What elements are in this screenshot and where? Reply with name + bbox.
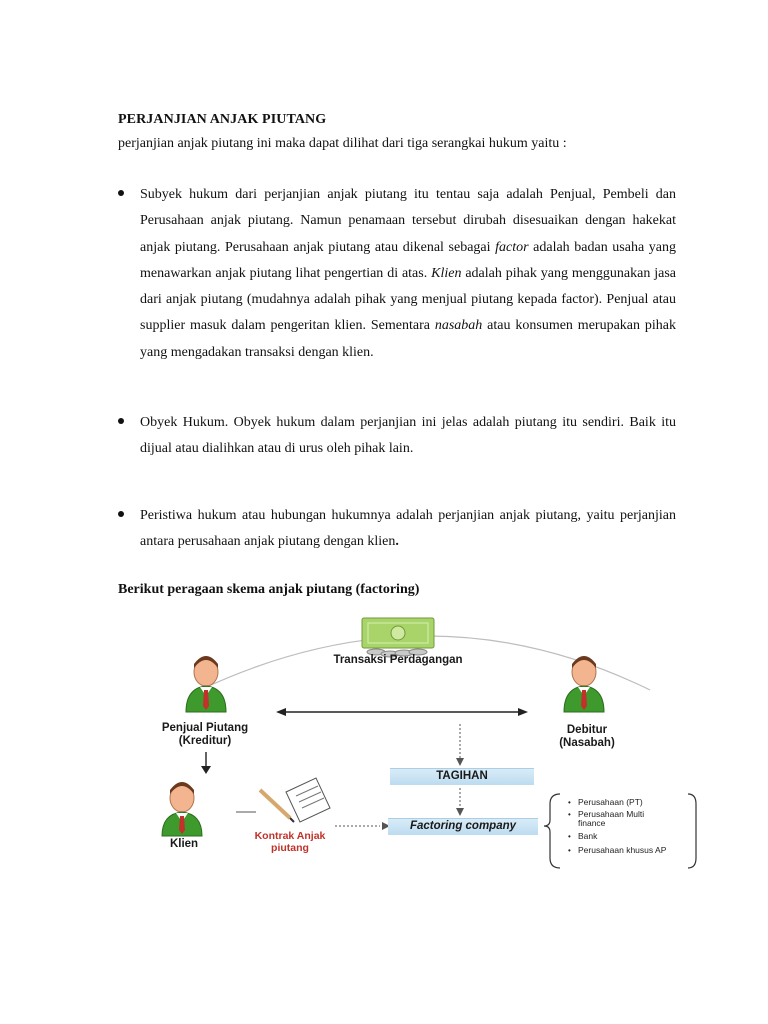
bullet-obyek-hukum [118, 410, 676, 463]
factoring-diagram [140, 612, 700, 882]
bullet-subyek-hukum [118, 182, 676, 366]
bullet-icon [118, 511, 124, 517]
list-item-pt: • Perusahaan (PT) [578, 798, 688, 807]
seller-person-icon [186, 656, 226, 712]
schema-heading: Berikut peragaan skema anjak piutang (factoring) [118, 582, 420, 597]
down-arrow-klien [201, 752, 211, 774]
tagihan-label: TAGIHAN [436, 770, 488, 782]
money-icon [362, 618, 434, 657]
kontrak-label-line2: piutang [271, 842, 309, 854]
trade-double-arrow [276, 708, 528, 716]
list-bracket-right [688, 794, 696, 868]
contract-pen-paper-icon [260, 778, 330, 822]
debitur-label-line1: Debitur [566, 724, 608, 736]
debtor-person-icon [564, 656, 604, 712]
penjual-label-line2: (Kreditur) [178, 735, 232, 747]
down-arrow-factoring [456, 788, 464, 816]
list-item-khusus-ap: • Perusahaan khusus AP [578, 846, 674, 855]
klien-person-icon [162, 782, 202, 836]
debitur-label [542, 724, 632, 750]
list-bracket-left [544, 794, 560, 868]
klien-label: Klien [169, 838, 199, 850]
bullet-peristiwa-hukum [118, 503, 676, 556]
document-intro: perjanjian anjak piutang ini maka dapat dilihat dari tiga serangkai hukum yaitu : [118, 136, 567, 151]
bullet-text: Peristiwa hukum atau hubungan hukumnya adalah perjanjian anjak piutang, yaitu perjanjian antara perusahaan anjak piutang dengan klien. [140, 508, 676, 550]
factoring-label: Factoring company [409, 820, 517, 832]
bullet-text: Obyek Hukum. Obyek hukum dalam perjanjian ini jelas adalah piutang itu sendiri. Baik itu dijual atau dialihkan atau di urus oleh pihak lain. [140, 415, 676, 457]
down-arrow-tagihan [456, 724, 464, 766]
kontrak-label-line1: Kontrak Anjak [254, 830, 326, 842]
kontrak-label [244, 830, 336, 854]
debitur-label-line2: (Nasabah) [559, 737, 615, 749]
document-title: PERJANJIAN ANJAK PIUTANG [118, 112, 327, 127]
bullet-text: Subyek hukum dari perjanjian anjak piutang itu tentau saja adalah Penjual, Pembeli dan Perusahaan anjak piutang. Namun penamaan tersebut dirubah disesuaikan dengan hakekat anjak piutang. Perusahaan anjak piutang atau dikenal sebagai factor adalah badan usaha yang menawarkan anjak piutang lihat pengertian di atas. Klien adalah pihak yang menggunakan jasa dari anjak piutang (mudahnya adalah pihak yang menjual piutang kepada factor). Penjual atau supplier masuk dalam pengeritan klien. Sementara nasabah atau konsumen merupakan pihak yang mengadakan transaksi dengan klien. [140, 187, 676, 360]
transaksi-label: Transaksi Perdagangan [333, 654, 463, 666]
penjual-label-line1: Penjual Piutang [161, 722, 249, 734]
list-item-multifinance: • Perusahaan Multi finance [578, 810, 654, 828]
penjual-label [140, 722, 270, 748]
bullet-icon [118, 418, 124, 424]
bullet-icon [118, 190, 124, 196]
list-item-bank: • Bank [578, 832, 688, 841]
